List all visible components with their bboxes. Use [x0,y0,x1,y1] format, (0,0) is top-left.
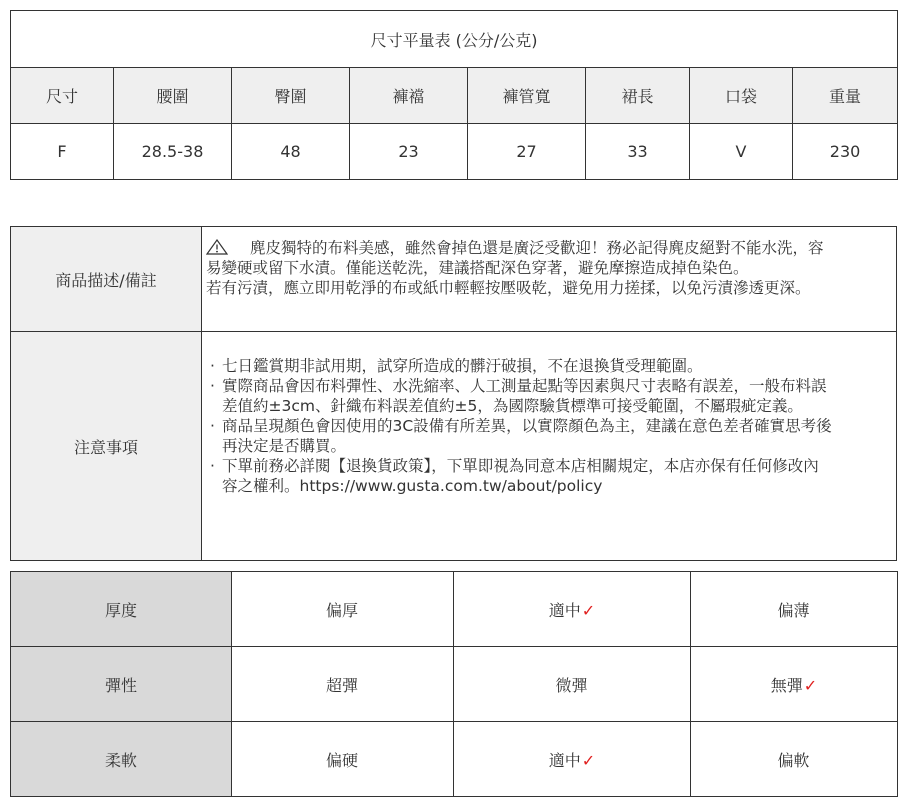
value-rise: 23 [350,124,468,180]
fabric-table [10,571,898,797]
bullet-dot: · [210,457,215,475]
size-table [10,10,898,180]
header-size: 尺寸 [11,68,114,124]
value-weight: 230 [793,124,898,180]
header-leg-opening: 褲管寬 [468,68,586,124]
bullet-dot: · [210,377,215,395]
value-hip: 48 [232,124,350,180]
description-content [202,227,897,332]
fabric-row-elasticity [11,647,898,722]
header-weight: 重量 [793,68,898,124]
option-cell: 適中✓ [454,572,691,647]
header-waist: 腰圍 [114,68,232,124]
value-skirt-length: 33 [586,124,690,180]
header-rise: 褲襠 [350,68,468,124]
value-size: F [11,124,114,180]
value-leg-opening: 27 [468,124,586,180]
header-hip: 臀圍 [232,68,350,124]
check-icon: ✓ [803,675,818,695]
bullet-dot: · [210,417,215,435]
attr-label: 柔軟 [11,722,232,797]
option-cell: 無彈✓ [691,647,898,722]
option-cell: 偏薄 [691,572,898,647]
care-item-color: · 商品呈現顏色會因使用的3C設備有所差異，以實際顏色為主，建議在意色差者確實思考後 再決定是否購買。 [210,417,832,455]
value-waist: 28.5-38 [114,124,232,180]
care-content [202,332,897,561]
option-cell: 微彈 [454,647,691,722]
option-cell: 超彈 [232,647,454,722]
warning-icon [206,239,228,254]
description-line: 若有污漬，應立即用乾淨的布或紙巾輕輕按壓吸乾，避免用力搓揉，以免污漬滲透更深。 [206,279,811,297]
value-pocket: V [690,124,793,180]
description-line: 易變硬或留下水漬。僅能送乾洗，建議搭配深色穿著，避免摩擦造成掉色染色。 [206,259,749,277]
check-icon: ✓ [581,750,596,770]
fabric-row-softness [11,722,898,797]
care-item-measurement: · 實際商品會因布料彈性、水洗縮率、人工測量起點等因素與尺寸表略有誤差，一般布料誤 差值約±3cm、針織布料誤差值約±5，為國際驗貨標準可接受範圍，不屬瑕疵定義。 [210,377,827,415]
attr-label: 彈性 [11,647,232,722]
size-table-caption: 尺寸平量表 (公分/公克) [11,11,898,68]
option-cell: 偏厚 [232,572,454,647]
header-pocket: 口袋 [690,68,793,124]
care-label: 注意事項 [11,332,202,561]
description-line: 麂皮獨特的布料美感，雖然會掉色還是廣泛受歡迎！務必記得麂皮絕對不能水洗，容 [206,238,890,258]
care-item-trial: · 七日鑑賞期非試用期，試穿所造成的髒汙破損，不在退換貨受理範圍。 [210,357,703,375]
check-icon: ✓ [581,600,596,620]
option-cell: 偏硬 [232,722,454,797]
option-cell: 偏軟 [691,722,898,797]
header-skirt-length: 裙長 [586,68,690,124]
fabric-row-thickness [11,572,898,647]
notes-table [10,226,897,561]
option-cell: 適中✓ [454,722,691,797]
care-item-policy: · 下單前務必詳閱【退換貨政策】，下單即視為同意本店相關規定，本店亦保有任何修改內 容之權利。https://www.gusta.com.tw/about/policy [210,457,819,495]
bullet-dot: · [210,357,215,375]
attr-label: 厚度 [11,572,232,647]
description-label: 商品描述/備註 [11,227,202,332]
